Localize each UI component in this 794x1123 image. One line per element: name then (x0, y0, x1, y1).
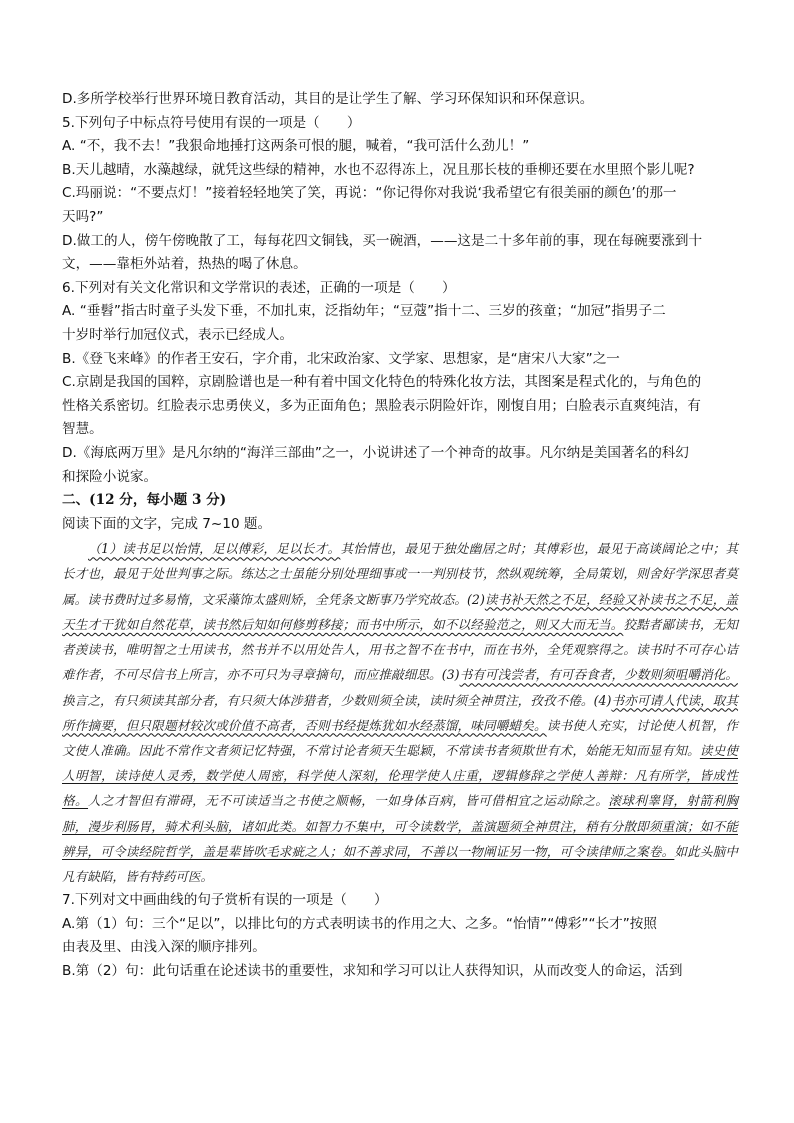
q6-option-c-line1: C.京剧是我国的国粹，京剧脸谱也是一种有着中国文化特色的特殊化妆方法，其图案是程式化的，与角色的 (62, 374, 702, 391)
section-2-instruction: 阅读下面的文字，完成 7~10 题。 (62, 515, 272, 532)
exam-page (62, 88, 738, 984)
passage-text: 读书使人充实，讨论使人机智，作文使人准确。因此不常作文者须记忆特强，不常讨论者须天生聪颖，不常读书者须欺世有术，始能无知而显有知。 (62, 717, 738, 758)
passage-text: 狡黠者鄙读书，无知者羡读书，唯明智之士用读书，然书并不以用处告人，用书之智不在书中，而在书外，全凭观察得之。读书时不可存心诘难作者，不可尽信书上所言，亦不可只为寻章摘句，而应推敲细思。(3) (62, 616, 738, 683)
passage-sentence-2: 读书补天然之不足，经验又补读书之不足，盖天生才干犹如自然花草，读书然后知如何修剪移接；而书中所示，如不以经验范之，则又大而无当。 (62, 591, 738, 632)
passage-sentence-4: 书亦可请人代读，取其所作摘要，但只限题材较次或价值不高者，否则书经提炼犹如水经蒸馏，味同嚼蜡矣。 (62, 692, 739, 733)
q6-option-b: B.《登飞来峰》的作者王安石，字介甫，北宋政治家、文学家、思想家，是“唐宋八大家”之一 (62, 350, 620, 367)
q6-option-c-line2: 性格关系密切。红脸表示忠勇侠义，多为正面角色；黑脸表示阴险奸诈，刚愎自用；白脸表示直爽纯洁，有 (62, 397, 701, 414)
reading-passage (62, 536, 738, 889)
q7-option-a-line2: 由表及里、由浅入深的顺序排列。 (62, 939, 266, 956)
q6-option-c-line3: 智慧。 (62, 421, 103, 438)
q5-stem: 5.下列句子中标点符号使用有误的一项是（ ） (62, 114, 361, 131)
q6-stem: 6.下列对有关文化常识和文学常识的表述，正确的一项是（ ） (62, 279, 456, 296)
q5-option-a: A. “不，我不去！”我狠命地捶打这两条可恨的腿，喊着，“我可活什么劲儿！” (62, 138, 530, 155)
q6-option-d-line1: D.《海底两万里》是凡尔纳的“海洋三部曲”之一，小说讲述了一个神奇的故事。凡尔纳是美国著名的科幻 (62, 444, 689, 461)
passage-text: 人之才智但有滞碍，无不可读适当之书使之顺畅，一如身体百病，皆可借相宜之运动除之。 (88, 793, 609, 809)
passage-sentence-3: 书有可浅尝者，有可吞食者，少数则须咀嚼消化。 (459, 667, 738, 683)
q5-option-d-line2: 文，——靠柜外站着，热热的喝了休息。 (62, 256, 307, 273)
q7-option-b-line1: B.第（2）句：此句话重在论述读书的重要性，求知和学习可以让人获得知识，从而改变人的命运，活到 (62, 962, 683, 979)
q6-option-a-line2: 十岁时举行加冠仪式，表示已经成人。 (62, 326, 294, 343)
q5-option-c-line2: 天吗?” (62, 208, 104, 225)
q7-option-a-line1: A.第（1）句：三个“足以”，以排比句的方式表明读书的作用之大、之多。“怡情”“傅彩”“长才”按照 (62, 915, 657, 932)
q6-option-a-line1: A. “垂髫”指古时童子头发下垂，不加扎束，泛指幼年；“豆蔻”指十二、三岁的孩童；“加冠”指男子二 (62, 303, 666, 320)
passage-underlined-text: 滚球利睾肾，射箭利胸肺，漫步利肠胃，骑术利头脑，诸如此类。如智力不集中，可令读数学，盖演题须全神贯注，稍有分散即须重演；如不能辨异，可令读经院哲学，盖是辈皆吹毛求疵之人；如不善求同，不善以一物阐证另一物，可令读律师之案卷。 (62, 793, 739, 859)
q5-option-c-line1: C.玛丽说：“不要点灯！”接着轻轻地笑了笑，再说：“你记得你对我说‘我希望它有很美丽的颜色’的那一 (62, 185, 677, 202)
q7-stem: 7.下列对文中画曲线的句子赏析有误的一项是（ ） (62, 892, 388, 909)
question-7 (62, 889, 738, 983)
section-2-title: 二、(12 分，每小题 3 分) (62, 492, 227, 509)
passage-text: 如此头脑中凡有缺陷，皆有特药可医。 (62, 843, 738, 884)
q4-option-d: D.多所学校举行世界环境日教育活动，其目的是让学生了解、学习环保知识和环保意识。 (62, 91, 594, 107)
passage-text: 其怡情也，最见于独处幽居之时；其傅彩也，最见于高谈阔论之中；其长才也，最见于处世判事之际。练达之士虽能分别处理细事或一一判别枝节，然纵观统筹，全局策划，则舍好学深思者莫属。读书费时过多易惰，文采藻饰太盛则矫，全凭条文断事乃学究故态。(2) (62, 541, 738, 607)
q5-option-d-line1: D.做工的人，傍午傍晚散了工，每每花四文铜钱，买一碗酒，——这是二十多年前的事，现在每碗要涨到十 (62, 232, 703, 249)
q5-option-b: B.天儿越晴，水藻越绿，就凭这些绿的精神，水也不忍得冻上，况且那长枝的垂柳还要在水里照个影儿呢? (62, 161, 695, 178)
question-5 (62, 112, 738, 277)
passage-underlined-text: 读史使人明智，读诗使人灵秀，数学使人周密，科学使人深刻，伦理学使人庄重，逻辑修辞之学使人善辩：凡有所学，皆成性格。 (62, 742, 738, 809)
q6-option-d-line2: 和探险小说家。 (62, 468, 158, 485)
passage-text: 换言之，有只须读其部分者，有只须大体涉猎者，少数则须全读，读时须全神贯注，孜孜不倦。(4) (62, 692, 612, 708)
question-6 (62, 277, 738, 489)
passage-sentence-1: （1）读书足以怡情，足以傅彩，足以长才。 (88, 541, 341, 557)
